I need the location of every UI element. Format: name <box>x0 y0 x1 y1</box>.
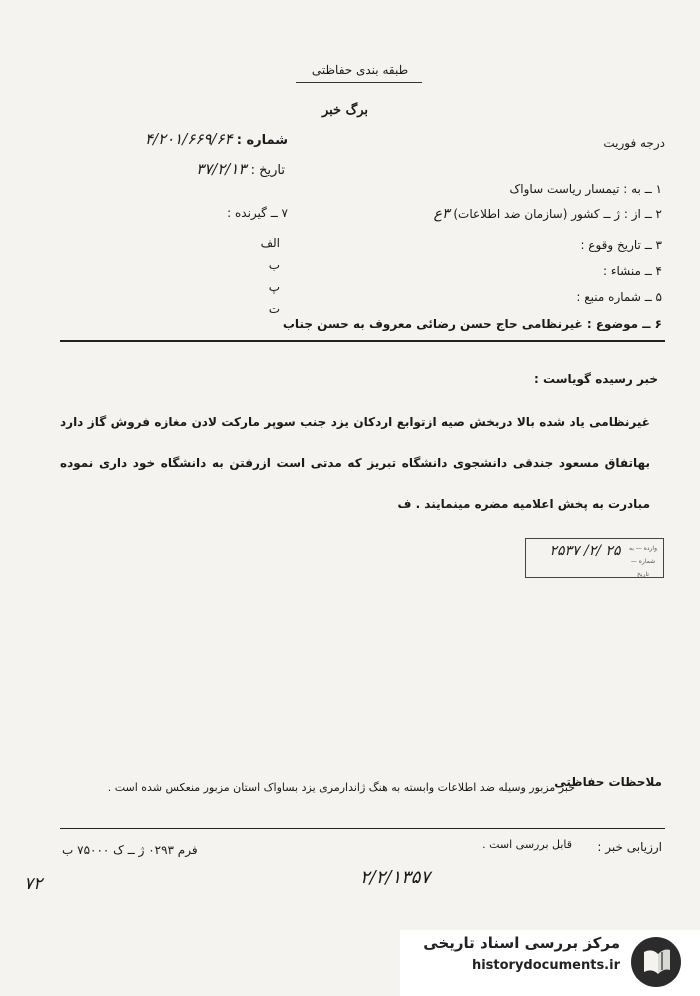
document-date <box>120 160 285 178</box>
recipient-list <box>240 232 280 320</box>
site-url: historydocuments.ir <box>471 958 620 973</box>
classification-label: طبقه بندی حفاظتی <box>311 63 409 77</box>
number-value: ۴/۲۰۱/۶۶۹/۶۴ <box>144 130 233 148</box>
number-label: شماره : <box>236 133 288 148</box>
stamp-caption: وارده — به شماره — تاریخ <box>629 545 657 578</box>
evaluation-label: ارزیابی خبر : <box>597 840 662 854</box>
field-to: ۱ ــ به : تیمسار ریاست ساواک <box>509 182 662 196</box>
field-source: ۴ ــ منشاء : <box>602 264 662 278</box>
divider-rule <box>60 340 665 342</box>
stamp-date: ۲۵۳۷ /۲/ ۲۵ <box>549 543 621 559</box>
field-source-number: ۵ ــ شماره منبع : <box>576 290 662 304</box>
evaluation-value: قابل بررسی است . <box>482 838 572 851</box>
organization-name: مرکز بررسی اسناد تاریخی <box>423 934 620 952</box>
recipient-item: ب <box>268 258 280 272</box>
recipient-item: ت <box>268 302 280 316</box>
date-label: تاریخ : <box>250 163 285 178</box>
book-pages-icon <box>628 934 684 990</box>
handwritten-signature: ۲/۲/۱۳۵۷ <box>360 867 431 888</box>
form-code: فرم ۰۲۹۳ ژ ــ ک ۷۵۰۰۰ ب <box>62 843 198 857</box>
remarks-label: ملاحظات حفاظتی <box>554 775 662 789</box>
report-heading: خبر رسیده گویاست : <box>534 372 658 386</box>
recipient-item: الف <box>260 236 280 250</box>
form-title: برگ خبر <box>321 103 369 118</box>
field-from-mark: ۳ع <box>433 206 450 222</box>
urgency-label: درجه فوریت <box>603 136 665 150</box>
margin-number: ۷۲ <box>24 874 43 894</box>
remarks-text: خبر مزبور وسیله ضد اطلاعات وابسته به هنگ ژاندارمری یزد بساواک استان مزبور منعکس شده است . <box>107 781 575 794</box>
field-from-text: ۲ ــ از : ژ ــ کشور (سازمان ضد اطلاعات) <box>453 207 662 221</box>
document-number <box>68 130 288 148</box>
divider-rule <box>60 828 665 829</box>
date-value: ۳۷/۲/۱۳ <box>196 160 247 178</box>
recipient-item: پ <box>268 280 280 294</box>
report-body: غیرنظامی یاد شده بالا دربخش صیه ازتوابع اردکان یزد جنب سوپر مارکت لادن مغازه فروش گاز دارد بهاتفاق مسعود جندقی دانشجوی دانشگاه تبریز که مدتی است ازرفتن به دانشگاه خود داری نموده مبادرت به پخش اعلامیه مضره مینمایند . ف <box>60 415 650 511</box>
field-from <box>434 206 662 222</box>
classification-underline <box>296 82 422 83</box>
field-subject: ۶ ــ موضوع : غیرنظامی حاج حسن رضائی معروف به حسن جناب <box>282 317 662 331</box>
field-recipients-label: ۷ ــ گیرنده : <box>227 206 288 220</box>
field-event-date: ۳ ــ تاریخ وقوع : <box>580 238 662 252</box>
